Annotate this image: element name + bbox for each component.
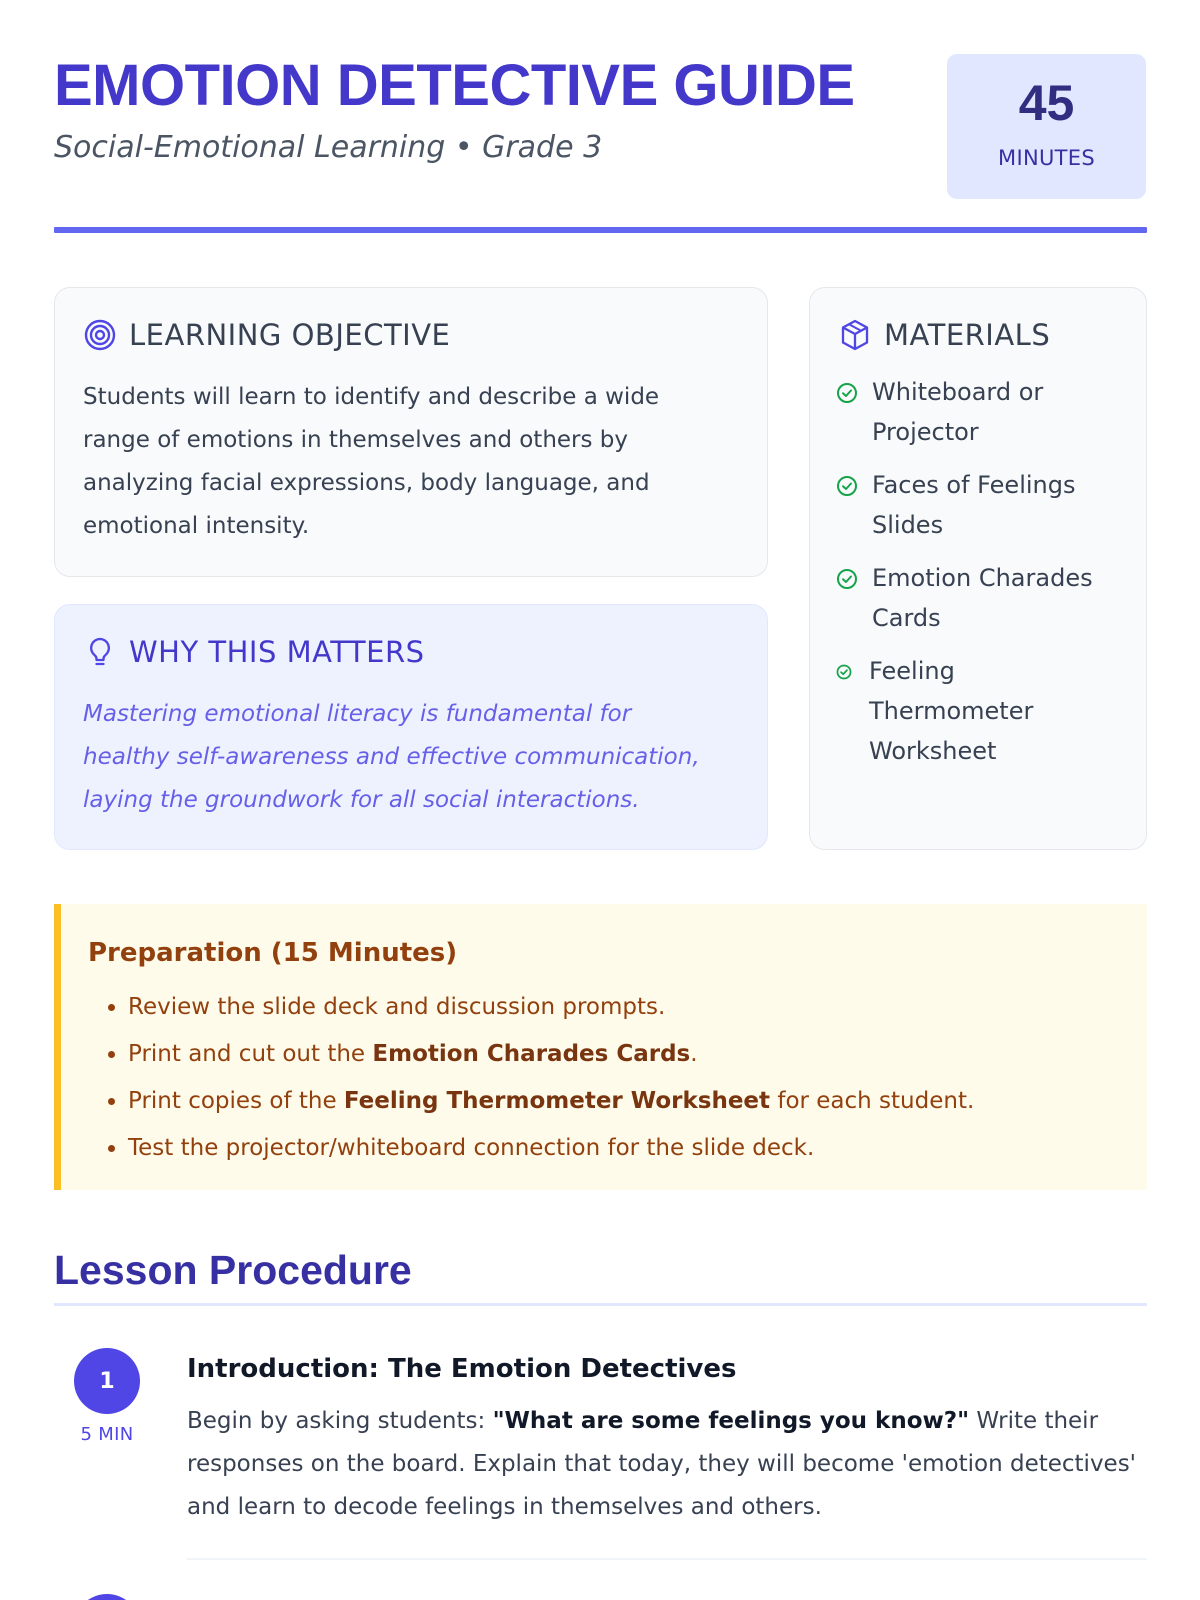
check-circle-icon (836, 664, 852, 680)
material-item (836, 651, 1126, 771)
material-item (836, 465, 1126, 545)
header-divider (54, 227, 1147, 233)
preparation-item-text: Review the slide deck and discussion prompts. (128, 994, 666, 1020)
next-step-badge (74, 1594, 140, 1600)
step-number-badge: 1 (74, 1348, 140, 1414)
box-icon (838, 318, 872, 352)
lightbulb-icon (83, 635, 117, 669)
learning-objective-text: Students will learn to identify and describe a wide range of emotions in themselves and others by analyzing facial expressions, body language, and emotional intensity. (83, 384, 660, 539)
preparation-item (128, 1125, 1128, 1172)
materials-heading (838, 318, 1050, 352)
step-title: Introduction: The Emotion Detectives (187, 1354, 737, 1384)
preparation-item-text: Print and cut out the (128, 1041, 373, 1067)
learning-objective-heading (83, 318, 450, 352)
step-description-text: Begin by asking students: (187, 1408, 493, 1434)
why-this-matters-heading (83, 635, 425, 669)
check-circle-icon (836, 568, 858, 590)
preparation-item (128, 1031, 1128, 1078)
step-divider (187, 1558, 1147, 1560)
check-circle-icon (836, 475, 858, 497)
why-this-matters-text: Mastering emotional literacy is fundamental for healthy self-awareness and effective communication, laying the groundwork for all social interactions. (83, 701, 700, 813)
material-item-label: Faces of Feelings Slides (872, 471, 1076, 539)
preparation-callout (54, 904, 1147, 1190)
preparation-item-text-after: . (690, 1041, 698, 1067)
material-item (836, 372, 1126, 452)
materials-label: MATERIALS (884, 318, 1051, 352)
step-description-text-after: Write their responses on the board. Explain that today, they will become 'emotion detectives' and learn to decode feelings in themselves and others. (187, 1408, 1137, 1520)
duration-badge (947, 54, 1146, 199)
preparation-list (88, 984, 1128, 1172)
preparation-title: Preparation (15 Minutes) (88, 938, 458, 968)
preparation-item-text: Print copies of the (128, 1088, 344, 1114)
preparation-item-emphasis: Emotion Charades Cards (372, 1041, 691, 1067)
step-duration: 5 MIN (80, 1424, 134, 1445)
procedure-step (54, 1348, 1147, 1558)
why-this-matters-label: WHY THIS MATTERS (129, 635, 425, 669)
lesson-procedure-divider (54, 1303, 1147, 1306)
duration-value: 45 (1018, 75, 1075, 131)
preparation-item-text-after: for each student. (770, 1088, 975, 1114)
page-header (54, 50, 1147, 200)
page-title: EMOTION DETECTIVE GUIDE (54, 53, 855, 118)
material-item-label: Feeling Thermometer Worksheet (869, 657, 1034, 765)
materials-card (809, 287, 1147, 850)
lesson-procedure-title: Lesson Procedure (54, 1247, 412, 1293)
material-item (836, 558, 1126, 638)
step-description-question: "What are some feelings you know?" (492, 1408, 970, 1434)
why-this-matters-card (54, 604, 768, 850)
preparation-item-emphasis: Feeling Thermometer Worksheet (343, 1088, 771, 1114)
preparation-item (128, 1078, 1128, 1125)
material-item-label: Whiteboard or Projector (872, 378, 1044, 446)
learning-objective-label: LEARNING OBJECTIVE (129, 318, 451, 352)
step-description (187, 1400, 1137, 1529)
page-subtitle: Social-Emotional Learning • Grade 3 (54, 130, 603, 165)
preparation-item-text: Test the projector/whiteboard connection for the slide deck. (128, 1135, 815, 1161)
preparation-item (128, 984, 1128, 1031)
duration-unit: MINUTES (998, 146, 1095, 170)
check-circle-icon (836, 382, 858, 404)
learning-objective-card (54, 287, 768, 577)
target-icon (83, 318, 117, 352)
materials-list (836, 372, 1126, 784)
material-item-label: Emotion Charades Cards (872, 564, 1093, 632)
